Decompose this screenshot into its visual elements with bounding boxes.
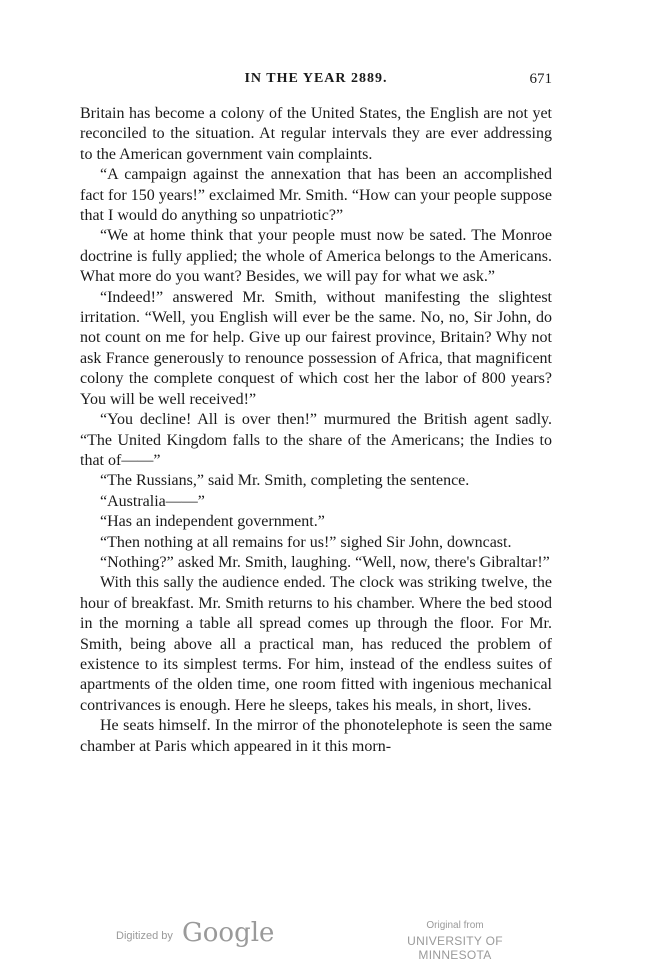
paragraph-12: He seats himself. In the mirror of the phonotelephote is seen the same chamber at Paris which appeared in it this morn- <box>80 717 552 755</box>
paragraph-6: “The Russians,” said Mr. Smith, completing the sentence. <box>100 472 470 490</box>
paragraph-7: “Australia——” <box>100 492 205 510</box>
paragraph-2: “A campaign against the annexation that has been an accomplished fact for 150 years!” exclaimed Mr. Smith. “How can your people suppose that I would do anything so unpatriotic?” <box>80 166 552 225</box>
body-text <box>80 104 552 757</box>
paragraph-1: Britain has become a colony of the United States, the English are not yet reconciled to the situation. At regular intervals they are ever addressing to the American government vain complaints. <box>80 105 552 163</box>
paragraph-8: “Has an independent government.” <box>100 513 325 531</box>
paragraph-5: “You decline! All is over then!” murmured the British agent sadly. “The United Kingdom falls to the share of the Americans; the Indies to that of——” <box>80 411 552 469</box>
paragraph-10: “Nothing?” asked Mr. Smith, laughing. “Well, now, there's Gibraltar!” <box>100 553 550 571</box>
paragraph-3: “We at home think that your people must now be sated. The Monroe doctrine is fully applied; the whole of America belongs to the Americans. What more do you want? Besides, we will pay for what we ask.” <box>80 227 552 286</box>
page-number: 671 <box>529 71 552 87</box>
digitized-by-label: Digitized by <box>116 930 173 942</box>
running-head <box>80 68 552 90</box>
google-logo: Google <box>182 918 275 948</box>
paragraph-9: “Then nothing at all remains for us!” sighed Sir John, downcast. <box>100 533 512 551</box>
paragraph-4: “Indeed!” answered Mr. Smith, without manifesting the slightest irritation. “Well, you English will ever be the same. No, no, Sir John, do not count on me for help. Give up our fairest province, Britain? Why not ask France generously to renounce possession of Africa, that magnificent colony the complete conquest of which cost her the labor of 800 years? You will be well received!” <box>80 288 552 408</box>
library-name: UNIVERSITY OF MINNESOTA <box>407 934 503 962</box>
running-title: IN THE YEAR 2889. <box>244 71 388 86</box>
paragraph-11: With this sally the audience ended. The clock was striking twelve, the hour of breakfast. Mr. Smith returns to his chamber. Where the bed stood in the morning a table all spread comes up through the floor. For Mr. Smith, being above all a practical man, has reduced the problem of existence to its simplest terms. For him, instead of the endless suites of apartments of the olden time, one room fitted with ingenious mechanical contrivances is enough. Here he sleeps, takes his meals, in short, lives. <box>80 574 552 714</box>
digitization-footer <box>0 918 646 962</box>
original-from-label: Original from <box>426 920 484 931</box>
